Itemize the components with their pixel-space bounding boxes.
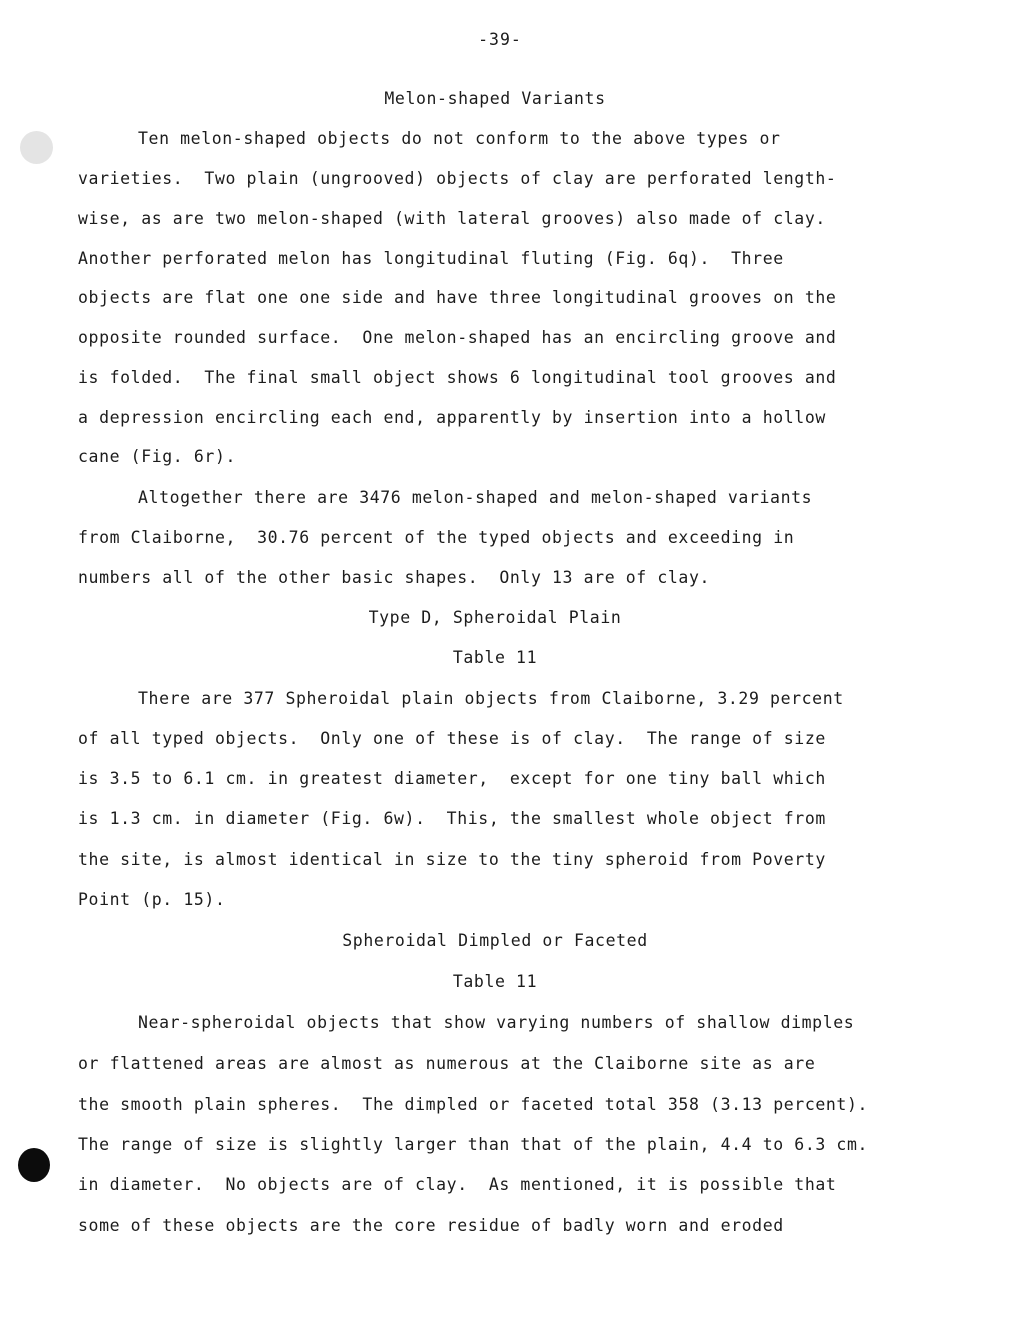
text-line: the site, is almost identical in size to the tiny spheroid from Poverty (78, 850, 826, 869)
punch-hole-top (20, 131, 53, 164)
punch-hole-bottom (18, 1148, 50, 1182)
table-reference: Table 11 (452, 648, 538, 667)
text-line: is folded. The final small object shows 6 longitudinal tool grooves and (78, 368, 837, 387)
text-line: numbers all of the other basic shapes. Only 13 are of clay. (78, 568, 711, 587)
text-line: or flattened areas are almost as numerous at the Claiborne site as are (78, 1054, 816, 1073)
text-line: varieties. Two plain (ungrooved) objects of clay are perforated length- (78, 169, 837, 188)
text-line: from Claiborne, 30.76 percent of the typed objects and exceeding in (78, 528, 795, 547)
text-line: Near-spheroidal objects that show varying numbers of shallow dimples (138, 1013, 855, 1032)
text-line: The range of size is slightly larger than that of the plain, 4.4 to 6.3 cm. (78, 1135, 869, 1154)
text-line: the smooth plain spheres. The dimpled or faceted total 358 (3.13 percent). (78, 1095, 869, 1114)
text-line: Altogether there are 3476 melon-shaped and melon-shaped variants (138, 488, 813, 507)
text-line: in diameter. No objects are of clay. As mentioned, it is possible that (78, 1175, 837, 1194)
text-line: Another perforated melon has longitudinal fluting (Fig. 6q). Three (78, 249, 784, 268)
text-line: There are 377 Spheroidal plain objects from Claiborne, 3.29 percent (138, 689, 844, 708)
text-line: some of these objects are the core residue of badly worn and eroded (78, 1216, 784, 1235)
text-line: Point (p. 15). (78, 890, 226, 909)
section-heading-melon-variants: Melon-shaped Variants (384, 89, 606, 108)
section-heading-spheroidal-dimpled: Spheroidal Dimpled or Faceted (342, 931, 648, 950)
text-line: a depression encircling each end, apparently by insertion into a hollow (78, 408, 826, 427)
text-line: Ten melon-shaped objects do not conform to the above types or (138, 129, 781, 148)
text-line: wise, as are two melon-shaped (with lateral grooves) also made of clay. (78, 209, 826, 228)
text-line: is 3.5 to 6.1 cm. in greatest diameter, except for one tiny ball which (78, 769, 826, 788)
text-line: is 1.3 cm. in diameter (Fig. 6w). This, the smallest whole object from (78, 809, 826, 828)
section-heading-spheroidal-plain: Type D, Spheroidal Plain (368, 608, 622, 627)
page-number: -39- (478, 30, 522, 49)
text-line: of all typed objects. Only one of these is of clay. The range of size (78, 729, 826, 748)
text-line: opposite rounded surface. One melon-shaped has an encircling groove and (78, 328, 837, 347)
text-line: objects are flat one one side and have three longitudinal grooves on the (78, 288, 837, 307)
table-reference: Table 11 (452, 972, 538, 991)
text-line: cane (Fig. 6r). (78, 447, 237, 466)
